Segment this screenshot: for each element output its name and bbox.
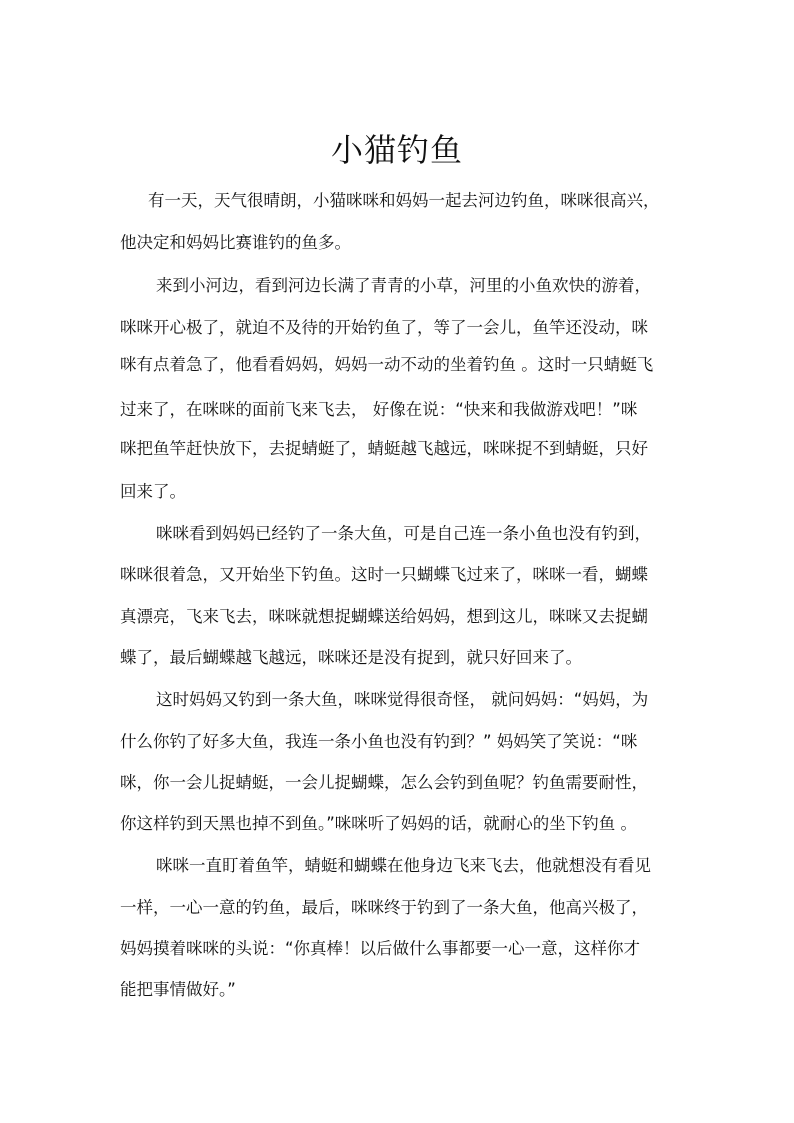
- text-line: 这时妈妈又钓到一条大鱼，咪咪觉得很奇怪， 就问妈妈：“妈妈，为: [156, 690, 649, 709]
- text-line: 咪把鱼竿赶快放下，去捉蜻蜓了，蜻蜓越飞越远，咪咪捉不到蜻蜓，只好: [120, 439, 648, 458]
- text-line: 能把事情做好。”: [120, 980, 236, 999]
- text-line: 什么你钓了好多大鱼，我连一条小鱼也没有钓到？” 妈妈笑了笑说：“咪: [120, 732, 638, 751]
- text-line: 回来了。: [120, 482, 186, 501]
- text-line: 咪咪看到妈妈已经钓了一条大鱼，可是自己连一条小鱼也没有钓到，: [156, 524, 651, 543]
- text-line: 蝶了，最后蝴蝶越飞越远，咪咪还是没有捉到，就只好回来了。: [120, 648, 582, 667]
- text-line: 有一天，天气很晴朗，小猫咪咪和妈妈一起去河边钓鱼，咪咪很高兴，: [148, 191, 660, 210]
- text-line: 真漂亮，飞来飞去，咪咪就想捉蝴蝶送给妈妈，想到这儿，咪咪又去捉蝴: [120, 607, 648, 626]
- text-line: 他决定和妈妈比赛谁钓的鱼多。: [120, 233, 351, 252]
- text-line: 来到小河边，看到河边长满了青青的小草，河里的小鱼欢快的游着，: [156, 276, 651, 295]
- text-line: 一样，一心一意的钓鱼，最后，咪咪终于钓到了一条大鱼，他高兴极了，: [120, 898, 648, 917]
- text-line: 咪咪很着急，又开始坐下钓鱼。这时一只蝴蝶飞过来了，咪咪一看，蝴蝶: [120, 565, 648, 584]
- text-line: 咪，你一会儿捉蜻蜓，一会儿捉蝴蝶，怎么会钓到鱼呢？钓鱼需要耐性，: [120, 773, 648, 792]
- page-title: 小猫钓鱼: [330, 131, 463, 169]
- text-line: 咪有点着急了，他看看妈妈，妈妈一动不动的坐着钓鱼 。这时一只蜻蜓飞: [120, 355, 654, 374]
- text-line: 咪咪开心极了，就迫不及待的开始钓鱼了，等了一会儿，鱼竿还没动，咪: [120, 318, 648, 337]
- text-line: 你这样钓到天黑也掉不到鱼。”咪咪听了妈妈的话，就耐心的坐下钓鱼 。: [120, 814, 638, 833]
- text-line: 过来了，在咪咪的面前飞来飞去， 好像在说：“快来和我做游戏吧！”咪: [120, 400, 638, 419]
- text-line: 咪咪一直盯着鱼竿，蜻蜓和蝴蝶在他身边飞来飞去，他就想没有看见: [156, 856, 651, 875]
- text-line: 妈妈摸着咪咪的头说：“你真棒！以后做什么事都要一心一意，这样你才: [120, 939, 641, 958]
